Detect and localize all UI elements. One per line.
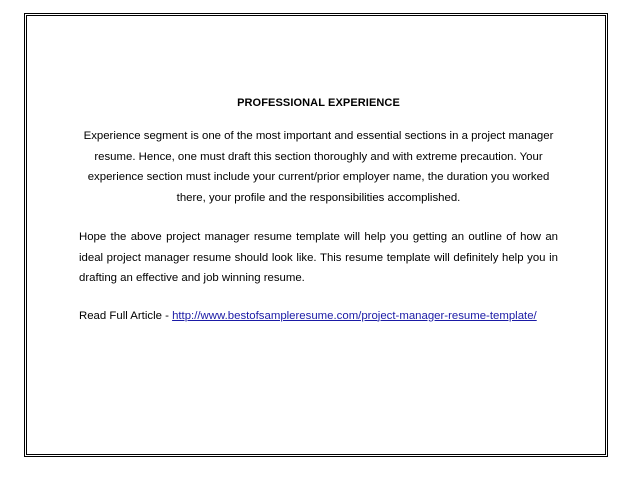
read-more-label: Read Full Article - [79,309,169,322]
experience-paragraph: Experience segment is one of the most important and essential sections in a project manager resume. Hence, one must draft this section thoroughly and with extreme precaution. Your experience section must include your current/prior employer name, the duration you worked there, your profile and the responsibilities accomplished. [83,130,554,204]
read-more-line [79,306,558,327]
closing-paragraph: Hope the above project manager resume template will help you getting an outline of how an ideal project manager resume should look like. This resume template will definitely help you in drafting an effective and job winning resume. [79,231,558,284]
section-heading: PROFESSIONAL EXPERIENCE [237,97,400,109]
document-body [79,95,558,326]
article-link[interactable]: http://www.bestofsampleresume.com/project-manager-resume-template/ [172,309,537,322]
